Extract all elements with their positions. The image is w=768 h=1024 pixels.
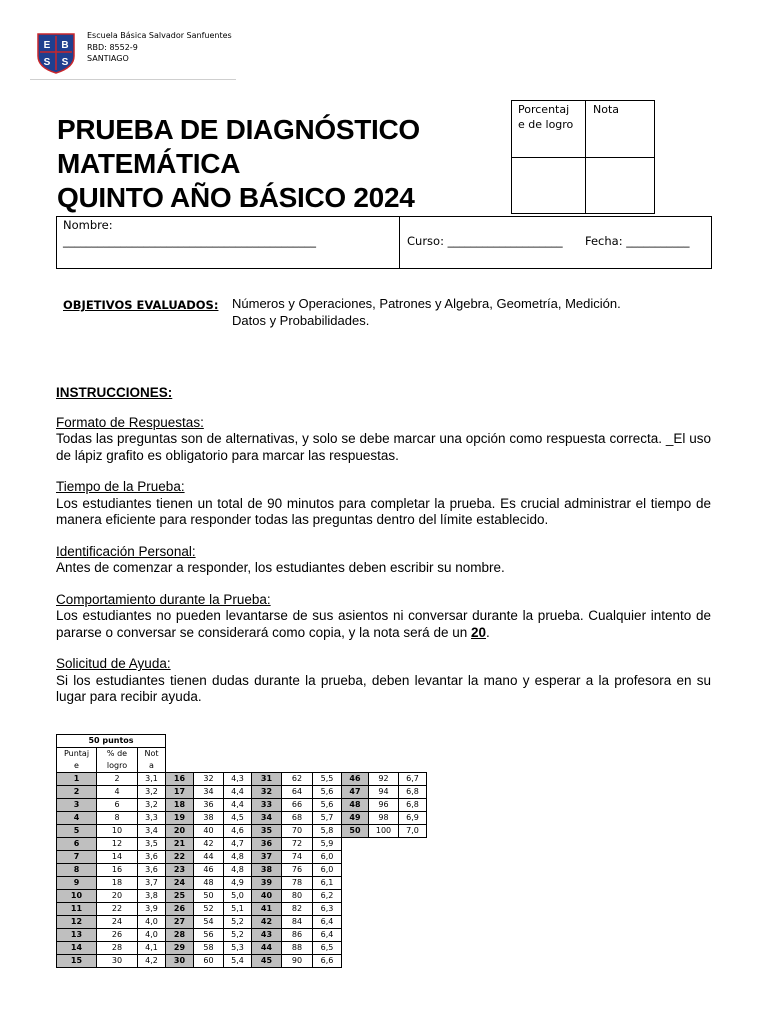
grade-label: Nota: [593, 103, 620, 116]
grade-cell: 6,2: [313, 890, 342, 903]
grade-cell: 4,2: [138, 955, 166, 968]
percent-cell: 62: [282, 773, 313, 786]
score-cell: 33: [252, 799, 282, 812]
logo-letter-3: S: [43, 57, 51, 68]
grade-cell: 3,8: [138, 890, 166, 903]
score-cell: 3: [57, 799, 97, 812]
instruction-section: [56, 479, 711, 529]
percent-cell: 10: [97, 825, 138, 838]
score-cell: 47: [342, 786, 369, 799]
score-cell: 17: [166, 786, 194, 799]
grade-cell: 5,1: [224, 903, 252, 916]
objectives-line-2: Datos y Probabilidades.: [232, 313, 370, 328]
grade-cell: 4,0: [138, 929, 166, 942]
course-field[interactable]: Curso: ____________________: [407, 234, 563, 248]
grade-cell: 5,0: [224, 890, 252, 903]
percent-cell: 8: [97, 812, 138, 825]
percent-field[interactable]: [512, 158, 585, 213]
name-label: Nombre:: [63, 218, 113, 232]
instructions: [56, 385, 711, 721]
percent-cell: 4: [97, 786, 138, 799]
empty-cell: [313, 760, 342, 773]
section-body: Si los estudiantes tienen dudas durante la prueba, deben levantar la mano y esperar a la profesora en su lugar para recibir ayuda.: [56, 672, 711, 704]
grade-cell: 6,3: [313, 903, 342, 916]
grade-cell: 6,0: [313, 864, 342, 877]
grade-cell: 4,6: [224, 825, 252, 838]
table-header-cell: a: [138, 760, 166, 773]
empty-cell: [342, 890, 369, 903]
grade-cell: 3,1: [138, 773, 166, 786]
empty-cell: [399, 929, 427, 942]
percent-cell: 78: [282, 877, 313, 890]
empty-cell: [399, 864, 427, 877]
score-cell: 12: [57, 916, 97, 929]
score-cell: 1: [57, 773, 97, 786]
grade-cell: 4,1: [138, 942, 166, 955]
objectives-label: OBJETIVOS EVALUADOS:: [63, 298, 219, 312]
score-cell: 24: [166, 877, 194, 890]
percent-cell: 22: [97, 903, 138, 916]
empty-cell: [342, 916, 369, 929]
score-cell: 49: [342, 812, 369, 825]
grade-cell: 4,0: [138, 916, 166, 929]
empty-cell: [399, 942, 427, 955]
grade-cell: 6,8: [399, 799, 427, 812]
grade-cell: 4,3: [224, 773, 252, 786]
date-field[interactable]: Fecha: ___________: [585, 234, 690, 248]
score-cell: 15: [57, 955, 97, 968]
percent-cell: 18: [97, 877, 138, 890]
grade-cell: 6,6: [313, 955, 342, 968]
score-cell: 9: [57, 877, 97, 890]
table-row: [57, 773, 427, 786]
table-row: [57, 864, 427, 877]
percent-cell: 30: [97, 955, 138, 968]
percent-cell: 70: [282, 825, 313, 838]
table-caption-row: [57, 735, 427, 748]
empty-cell: [369, 735, 399, 748]
empty-cell: [224, 760, 252, 773]
grade-field[interactable]: [586, 158, 654, 213]
section-title: Identificación Personal:: [56, 543, 196, 559]
empty-cell: [399, 760, 427, 773]
score-cell: 14: [57, 942, 97, 955]
grade-cell: 6,4: [313, 929, 342, 942]
percent-cell: 50: [194, 890, 224, 903]
percent-cell: 36: [194, 799, 224, 812]
score-cell: 7: [57, 851, 97, 864]
title-line-3: QUINTO AÑO BÁSICO 2024: [57, 182, 415, 213]
grade-cell: 4,9: [224, 877, 252, 890]
grade-cell: 4,5: [224, 812, 252, 825]
percent-cell: 96: [369, 799, 399, 812]
empty-cell: [342, 735, 369, 748]
logo-letter-2: B: [61, 40, 69, 51]
table-header-cell: e: [57, 760, 97, 773]
percent-cell: 88: [282, 942, 313, 955]
score-cell: 43: [252, 929, 282, 942]
percent-cell: 98: [369, 812, 399, 825]
empty-cell: [399, 890, 427, 903]
percent-cell: 44: [194, 851, 224, 864]
percent-cell: 58: [194, 942, 224, 955]
grade-cell: 6,0: [313, 851, 342, 864]
percent-label: [518, 102, 573, 132]
table-header-row: [57, 760, 427, 773]
empty-cell: [342, 838, 369, 851]
percent-cell: 6: [97, 799, 138, 812]
grade-cell: 3,2: [138, 786, 166, 799]
grade-emphasis: 20: [470, 624, 487, 640]
percent-cell: 32: [194, 773, 224, 786]
grade-cell: 5,4: [224, 955, 252, 968]
school-logo: [36, 32, 76, 74]
score-cell: 22: [166, 851, 194, 864]
grade-cell: 5,3: [224, 942, 252, 955]
section-body-text: Los estudiantes no pueden levantarse de sus asientos ni conversar durante la prueba. Cualquier intento de pararse o conversar se considerará como copia, y la nota será de un: [56, 608, 711, 640]
score-cell: 16: [166, 773, 194, 786]
empty-cell: [342, 929, 369, 942]
empty-cell: [252, 748, 282, 761]
score-cell: 35: [252, 825, 282, 838]
score-cell: 6: [57, 838, 97, 851]
empty-cell: [252, 760, 282, 773]
empty-cell: [282, 748, 313, 761]
empty-cell: [399, 851, 427, 864]
score-cell: 18: [166, 799, 194, 812]
empty-cell: [313, 735, 342, 748]
percent-cell: 74: [282, 851, 313, 864]
table-row: [57, 955, 427, 968]
table-row: [57, 786, 427, 799]
grade-cell: 6,5: [313, 942, 342, 955]
percent-cell: 2: [97, 773, 138, 786]
empty-cell: [369, 851, 399, 864]
empty-cell: [369, 838, 399, 851]
score-cell: 19: [166, 812, 194, 825]
school-info: [87, 30, 232, 65]
grade-cell: 3,5: [138, 838, 166, 851]
objectives-text: [232, 295, 621, 329]
percent-cell: 42: [194, 838, 224, 851]
empty-cell: [282, 735, 313, 748]
percent-cell: 84: [282, 916, 313, 929]
empty-cell: [166, 748, 194, 761]
table-row: [57, 838, 427, 851]
percent-cell: 14: [97, 851, 138, 864]
table-header-cell: logro: [97, 760, 138, 773]
empty-cell: [399, 903, 427, 916]
empty-cell: [399, 916, 427, 929]
score-cell: 28: [166, 929, 194, 942]
school-name: Escuela Básica Salvador Sanfuentes: [87, 31, 232, 40]
score-conversion-table: [56, 734, 427, 968]
grade-cell: 6,4: [313, 916, 342, 929]
school-rbd: RBD: 8552-9: [87, 42, 138, 52]
empty-cell: [313, 748, 342, 761]
title-line-2: MATEMÁTICA: [57, 148, 241, 179]
grade-cell: 5,8: [313, 825, 342, 838]
percent-cell: 90: [282, 955, 313, 968]
grade-cell: 3,6: [138, 864, 166, 877]
grade-cell: 6,8: [399, 786, 427, 799]
grade-cell: 5,7: [313, 812, 342, 825]
percent-cell: 46: [194, 864, 224, 877]
empty-cell: [399, 955, 427, 968]
empty-cell: [369, 942, 399, 955]
grade-cell: 6,7: [399, 773, 427, 786]
section-title: Tiempo de la Prueba:: [56, 479, 185, 494]
score-cell: 50: [342, 825, 369, 838]
section-body: Antes de comenzar a responder, los estudiantes deben escribir su nombre.: [56, 560, 505, 575]
percent-cell: 16: [97, 864, 138, 877]
section-body-tail: .: [486, 624, 490, 640]
percent-cell: 94: [369, 786, 399, 799]
score-cell: 32: [252, 786, 282, 799]
score-cell: 39: [252, 877, 282, 890]
empty-cell: [399, 735, 427, 748]
section-title: Solicitud de Ayuda:: [56, 656, 171, 671]
percent-cell: 72: [282, 838, 313, 851]
table-row: [57, 799, 427, 812]
score-cell: 37: [252, 851, 282, 864]
percent-cell: 20: [97, 890, 138, 903]
score-cell: 10: [57, 890, 97, 903]
instructions-heading: INSTRUCCIONES:: [56, 385, 173, 400]
empty-cell: [369, 864, 399, 877]
page-title: [57, 113, 420, 215]
score-cell: 13: [57, 929, 97, 942]
empty-cell: [224, 735, 252, 748]
score-cell: 4: [57, 812, 97, 825]
empty-cell: [166, 735, 194, 748]
score-cell: 27: [166, 916, 194, 929]
header-divider: [30, 79, 236, 80]
grade-cell: 7,0: [399, 825, 427, 838]
empty-cell: [342, 877, 369, 890]
percent-cell: 92: [369, 773, 399, 786]
section-body: [56, 608, 711, 641]
empty-cell: [282, 760, 313, 773]
empty-cell: [194, 760, 224, 773]
score-cell: 2: [57, 786, 97, 799]
percent-cell: 80: [282, 890, 313, 903]
grade-cell: 5,9: [313, 838, 342, 851]
score-cell: 25: [166, 890, 194, 903]
empty-cell: [342, 942, 369, 955]
percent-cell: 40: [194, 825, 224, 838]
grade-cell: 3,9: [138, 903, 166, 916]
table-row: [57, 916, 427, 929]
score-cell: 21: [166, 838, 194, 851]
score-cell: 23: [166, 864, 194, 877]
grade-cell: 6,9: [399, 812, 427, 825]
empty-cell: [342, 903, 369, 916]
score-cell: 38: [252, 864, 282, 877]
percent-cell: 100: [369, 825, 399, 838]
table-row: [57, 903, 427, 916]
percent-cell: 28: [97, 942, 138, 955]
empty-cell: [342, 955, 369, 968]
grade-cell: 5,6: [313, 799, 342, 812]
logo-letter-4: S: [61, 57, 69, 68]
instruction-section: [56, 544, 711, 577]
table-row: [57, 851, 427, 864]
score-cell: 30: [166, 955, 194, 968]
percent-label-line-1: Porcentaj: [518, 103, 570, 116]
table-row: [57, 929, 427, 942]
percent-cell: 60: [194, 955, 224, 968]
instruction-section: [56, 592, 711, 642]
table-caption: 50 puntos: [57, 735, 166, 748]
instruction-section: [56, 415, 711, 465]
percent-cell: 48: [194, 877, 224, 890]
empty-cell: [369, 760, 399, 773]
grade-cell: 4,4: [224, 786, 252, 799]
empty-cell: [369, 916, 399, 929]
percent-cell: 82: [282, 903, 313, 916]
grade-cell: 3,4: [138, 825, 166, 838]
score-table-grid: [56, 734, 427, 968]
grade-cell: 4,7: [224, 838, 252, 851]
table-row: [57, 877, 427, 890]
score-cell: 11: [57, 903, 97, 916]
table-header-row: [57, 748, 427, 761]
percent-cell: 34: [194, 786, 224, 799]
score-cell: 41: [252, 903, 282, 916]
empty-cell: [342, 760, 369, 773]
empty-cell: [369, 748, 399, 761]
section-body: Todas las preguntas son de alternativas, y solo se debe marcar una opción como respuesta correcta. _El uso de lápiz grafito es obligatorio para marcar las respuestas.: [56, 431, 711, 463]
empty-cell: [342, 864, 369, 877]
empty-cell: [194, 748, 224, 761]
grade-cell: 6,1: [313, 877, 342, 890]
title-line-1: PRUEBA DE DIAGNÓSTICO: [57, 114, 420, 145]
empty-cell: [369, 955, 399, 968]
section-title: Formato de Respuestas:: [56, 414, 204, 430]
section-body: Los estudiantes tienen un total de 90 minutos para completar la prueba. Es crucial administrar el tiempo de manera eficiente para responder todas las preguntas dentro del límite establecido.: [56, 495, 711, 527]
grade-cell: 5,5: [313, 773, 342, 786]
percent-label-line-2: e de logro: [518, 118, 574, 131]
score-cell: 46: [342, 773, 369, 786]
grade-cell: 3,3: [138, 812, 166, 825]
score-cell: 26: [166, 903, 194, 916]
empty-cell: [399, 838, 427, 851]
score-cell: 45: [252, 955, 282, 968]
score-cell: 40: [252, 890, 282, 903]
table-row: [57, 942, 427, 955]
empty-cell: [369, 890, 399, 903]
table-row: [57, 890, 427, 903]
grade-cell: 3,7: [138, 877, 166, 890]
percent-cell: 56: [194, 929, 224, 942]
score-cell: 44: [252, 942, 282, 955]
table-header-cell: Not: [138, 748, 166, 761]
score-cell: 42: [252, 916, 282, 929]
table-row: [57, 825, 427, 838]
percent-cell: 24: [97, 916, 138, 929]
grade-box: [511, 100, 655, 214]
grade-cell: 5,2: [224, 916, 252, 929]
logo-letter-1: E: [43, 40, 51, 51]
percent-cell: 26: [97, 929, 138, 942]
student-box-divider: [399, 217, 400, 268]
table-row: [57, 812, 427, 825]
percent-cell: 68: [282, 812, 313, 825]
grade-cell: 4,4: [224, 799, 252, 812]
grade-cell: 3,6: [138, 851, 166, 864]
grade-cell: 5,2: [224, 929, 252, 942]
empty-cell: [166, 760, 194, 773]
score-cell: 48: [342, 799, 369, 812]
objectives-line-1: Números y Operaciones, Patrones y Algebra, Geometría, Medición.: [232, 296, 621, 311]
grade-cell: 4,8: [224, 864, 252, 877]
empty-cell: [342, 851, 369, 864]
instruction-section: [56, 656, 711, 706]
percent-cell: 38: [194, 812, 224, 825]
empty-cell: [224, 748, 252, 761]
score-cell: 31: [252, 773, 282, 786]
student-info-box: [56, 216, 712, 269]
score-cell: 29: [166, 942, 194, 955]
empty-cell: [399, 877, 427, 890]
empty-cell: [342, 748, 369, 761]
score-cell: 20: [166, 825, 194, 838]
percent-cell: 66: [282, 799, 313, 812]
empty-cell: [369, 929, 399, 942]
empty-cell: [369, 877, 399, 890]
grade-cell: 4,8: [224, 851, 252, 864]
section-title: Comportamiento durante la Prueba:: [56, 591, 271, 607]
score-cell: 34: [252, 812, 282, 825]
empty-cell: [399, 748, 427, 761]
percent-cell: 52: [194, 903, 224, 916]
score-cell: 8: [57, 864, 97, 877]
table-header-cell: % de: [97, 748, 138, 761]
grade-cell: 3,2: [138, 799, 166, 812]
empty-cell: [194, 735, 224, 748]
name-field[interactable]: ____________________________________________: [63, 234, 316, 248]
percent-cell: 76: [282, 864, 313, 877]
percent-cell: 12: [97, 838, 138, 851]
score-cell: 5: [57, 825, 97, 838]
percent-cell: 86: [282, 929, 313, 942]
percent-cell: 64: [282, 786, 313, 799]
score-cell: 36: [252, 838, 282, 851]
table-header-cell: Puntaj: [57, 748, 97, 761]
empty-cell: [369, 903, 399, 916]
empty-cell: [252, 735, 282, 748]
grade-cell: 5,6: [313, 786, 342, 799]
percent-cell: 54: [194, 916, 224, 929]
school-city: SANTIAGO: [87, 54, 129, 63]
